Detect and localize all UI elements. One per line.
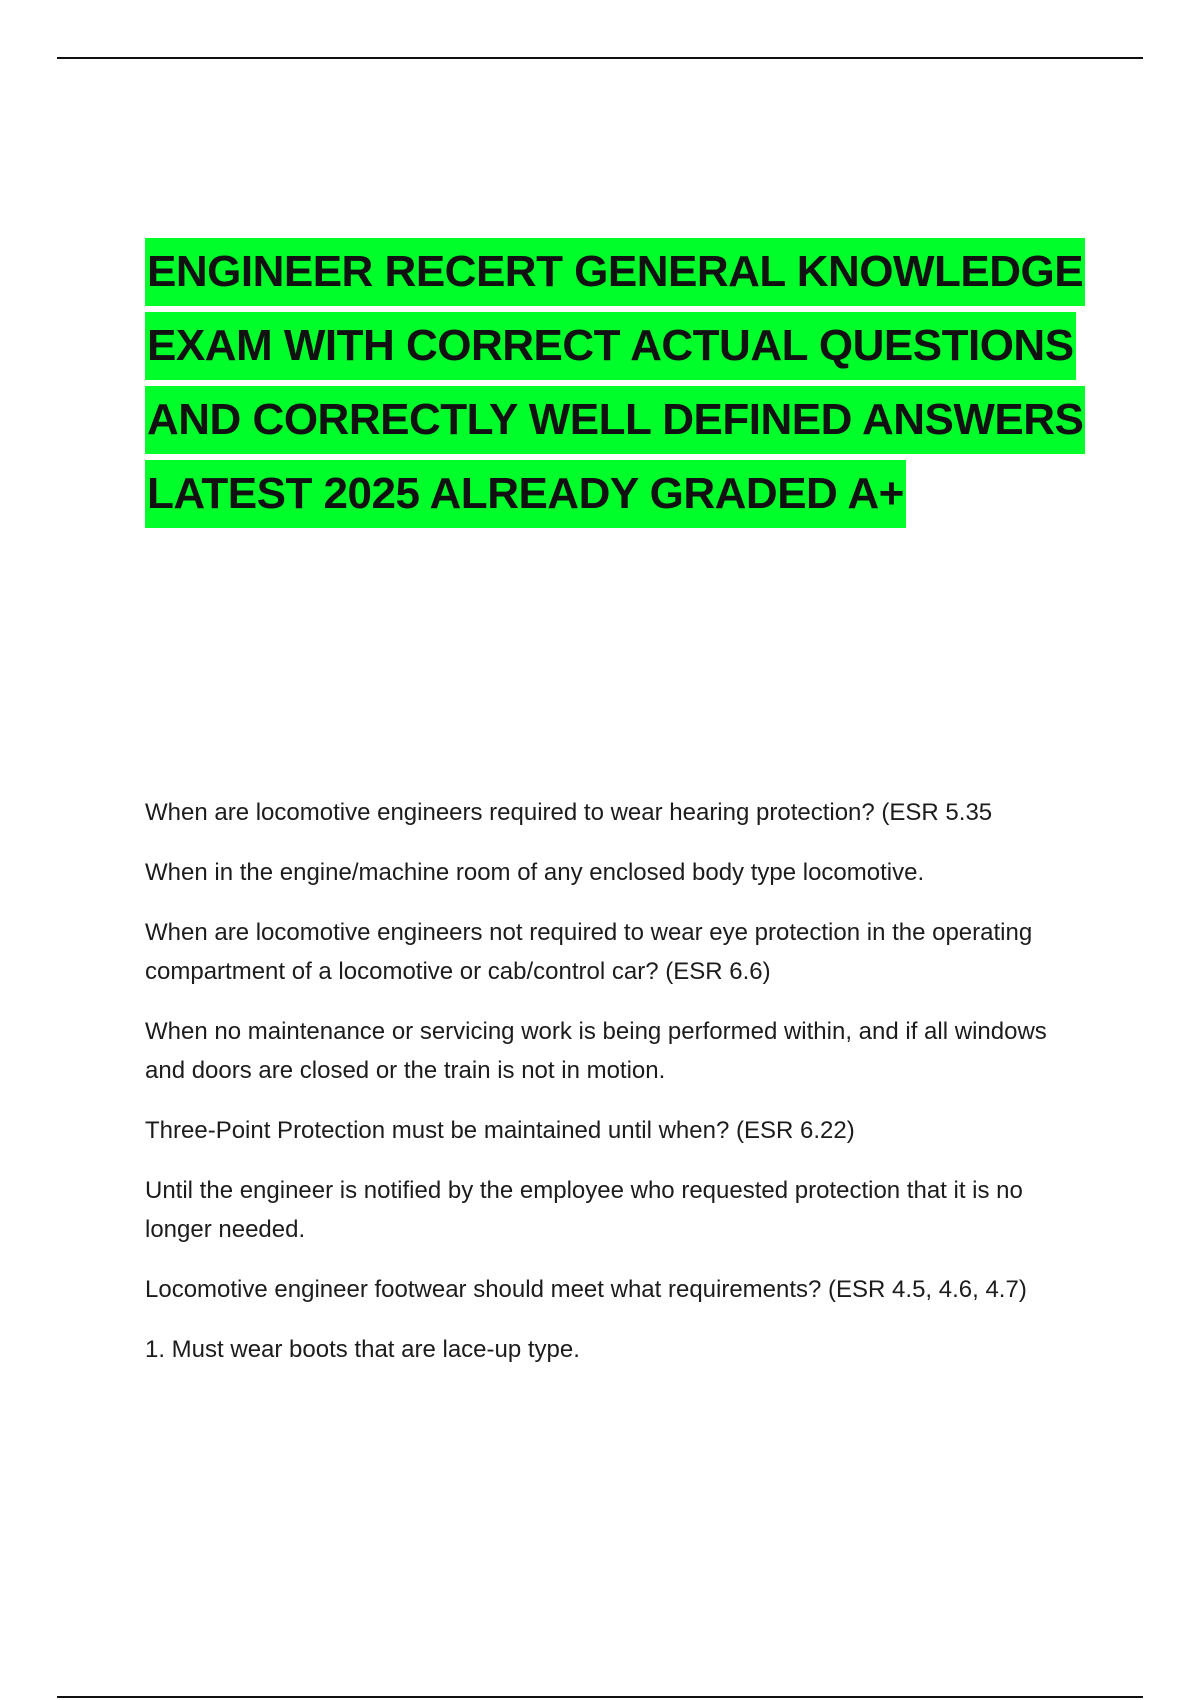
- question-text: Three-Point Protection must be maintained until when? (ESR 6.22): [145, 1117, 855, 1144]
- footer-rule: [57, 1696, 1143, 1698]
- document-title: [145, 238, 1105, 534]
- answer-text: Until the engineer is notified by the employee who requested protection that it is no longer needed.: [145, 1177, 1023, 1243]
- document-body: [145, 793, 1090, 1390]
- question-text: Locomotive engineer footwear should meet what requirements? (ESR 4.5, 4.6, 4.7): [145, 1276, 1027, 1303]
- question-text: When are locomotive engineers required to wear hearing protection? (ESR 5.35: [145, 799, 993, 826]
- title-line-text: AND CORRECTLY WELL DEFINED ANSWERS: [145, 386, 1085, 454]
- title-line: [145, 386, 1105, 454]
- question-text: When are locomotive engineers not required to wear eye protection in the operating compartment of a locomotive or cab/control car? (ESR 6.6): [145, 919, 1033, 985]
- answer-text: 1. Must wear boots that are lace-up type.: [145, 1336, 580, 1363]
- answer-text: When in the engine/machine room of any enclosed body type locomotive.: [145, 859, 925, 886]
- title-line-text: LATEST 2025 ALREADY GRADED A+: [145, 460, 906, 528]
- title-line-text: ENGINEER RECERT GENERAL KNOWLEDGE: [145, 238, 1085, 306]
- title-line: [145, 238, 1105, 306]
- header-rule: [57, 57, 1143, 59]
- title-line: [145, 460, 1105, 528]
- answer-text: When no maintenance or servicing work is being performed within, and if all windows and doors are closed or the train is not in motion.: [145, 1018, 1047, 1084]
- title-line: [145, 312, 1105, 380]
- title-line-text: EXAM WITH CORRECT ACTUAL QUESTIONS: [145, 312, 1076, 380]
